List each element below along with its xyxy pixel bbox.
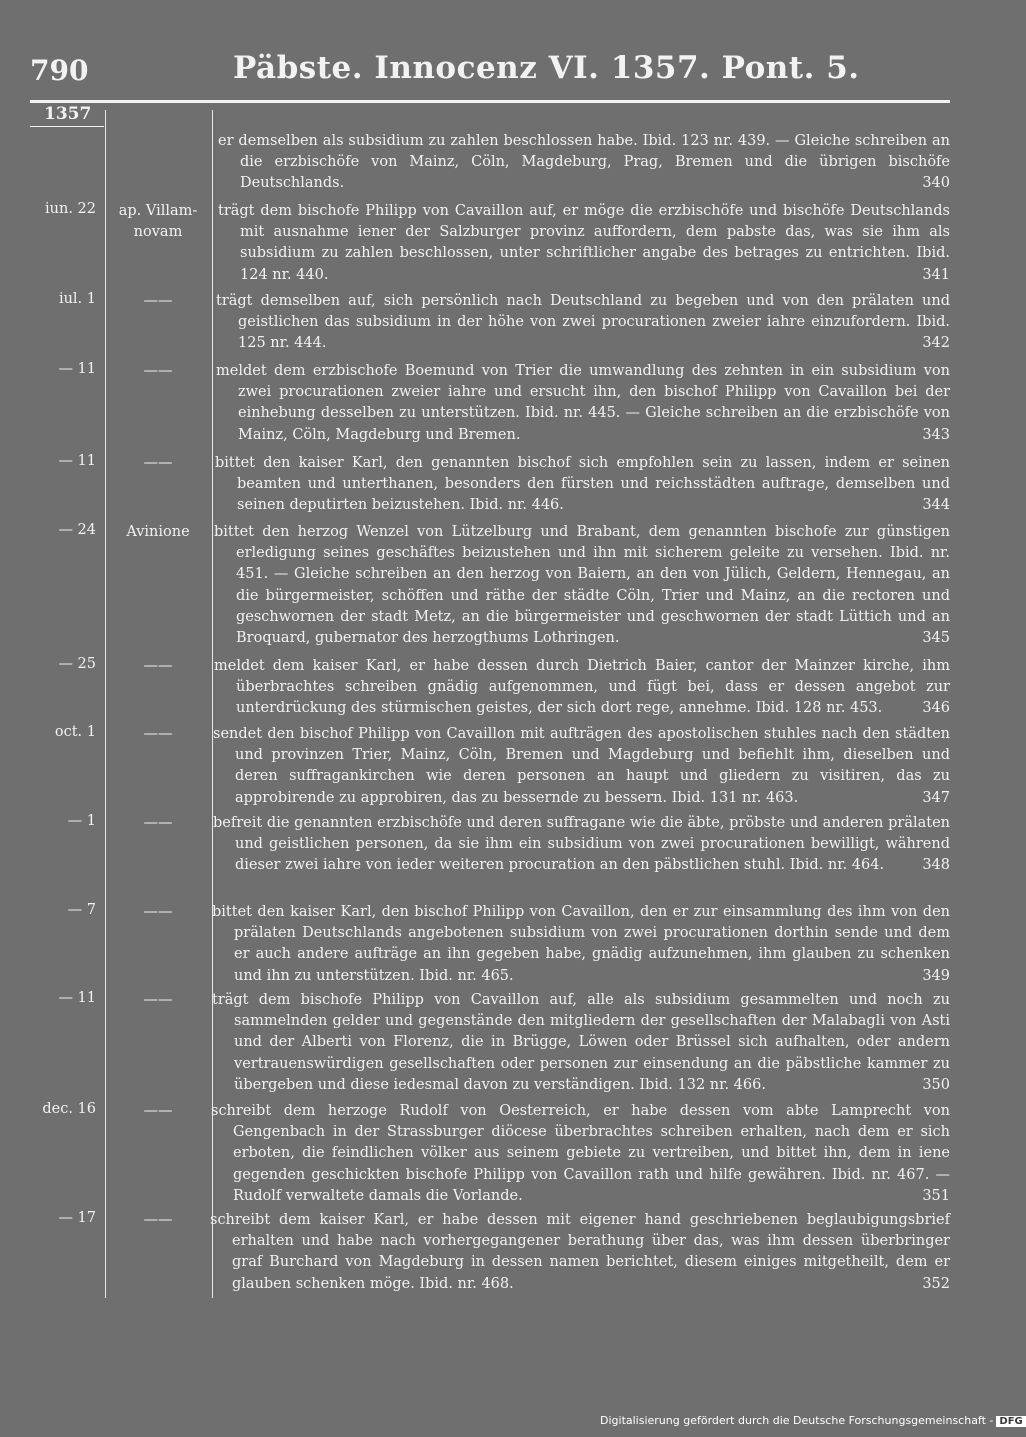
entry-date: — 24	[58, 522, 96, 538]
entry-text-block	[215, 453, 950, 517]
entry-date: — 11	[58, 453, 96, 469]
entry-text: trägt demselben auf, sich persönlich nach Deutschland zu begeben und von den prälaten und geistlichen das subsidium in der höhe von zwei procurationen zweier iahre einzufordern. Ibid. 125 nr. 444.	[216, 293, 950, 352]
entry-date: oct. 1	[54, 724, 96, 740]
entry-text-block	[216, 361, 950, 446]
entry-place: ——	[143, 1103, 173, 1119]
footer-text: Digitalisierung gefördert durch die Deutsche Forschungsgemeinschaft -	[600, 1414, 994, 1427]
entry-number: 346	[922, 700, 950, 717]
header-rule	[30, 100, 950, 103]
entry-text-block	[218, 201, 950, 286]
entry-place: Avinione	[126, 524, 190, 540]
entry-text-block	[211, 1101, 950, 1207]
entry-text: befreit die genannten erzbischöfe und deren suffragane wie die äbte, pröbste und anderen prälaten und geistlichen personen, da sie ihm ein subsidium von zwei procurationen bewilligt, während dieser zwei iahre von ieder weiteren procuration an den päbstlichen stuhl. Ibid. nr. 464.	[213, 815, 950, 874]
entry-number: 349	[922, 967, 950, 984]
entry-place: ——	[143, 992, 173, 1008]
entry-place: ——	[143, 1212, 173, 1228]
entry-place: ——	[143, 455, 173, 471]
entry-text: er demselben als subsidium zu zahlen beschlossen habe. Ibid. 123 nr. 439. — Gleiche schreiben an die erzbischöfe von Mainz, Cöln, Magdeburg, Prag, Bremen und die übrigen bischöfe Deutschlands.	[218, 133, 950, 192]
column-divider-left	[105, 110, 106, 1298]
entry-text-block	[210, 1210, 950, 1295]
entry-text: schreibt dem kaiser Karl, er habe dessen mit eigener hand geschriebenen beglaubigungsbrief erhalten und habe nach vorhergegangener berathung über das, was ihm dessen überbringer graf Burchard von Magdeburg in dessen namen berichtet, diesem einiges mitgetheilt, dem er glauben schenken möge. Ibid. nr. 468.	[210, 1212, 950, 1292]
entry-text: bittet den herzog Wenzel von Lützelburg und Brabant, dem genannten bischofe zur günstigen erledigung seines geschäftes beizustehen und ihn mit sicherem geleite zu versehen. Ibid. nr. 451. — Gleiche schreiben an den herzog von Baiern, an den von Jülich, Geldern, Hennegau, an die bürgermeister, schöffen und räthe der städte Cöln, Trier und Mainz, an die rectoren und geschwornen der stadt Metz, an die bürgermeister und geschwornen der stadt Lüttich und an Broquard, gubernator des herzogthums Lothringen.	[214, 524, 950, 647]
entry-place: ap. Villam-novam	[118, 203, 198, 241]
entry-text-block	[214, 522, 950, 649]
entry-text-block	[213, 813, 950, 877]
entry-place: ——	[143, 293, 173, 309]
entry-place: ——	[143, 815, 173, 831]
entry-number: 341	[922, 266, 950, 283]
entry-place: ——	[143, 658, 173, 674]
entry-text: trägt dem bischofe Philipp von Cavaillon auf, alle als subsidium gesammelten und noch zu sammelnden gelder und gegenstände den mitgliedern der gesellschaften der Malabagli von Asti und der Alberti von Florenz, die in Brügge, Löwen oder Brüssel sich aufhalten, oder andern vertrauenswürdigen gesellschaften oder personen zur einsendung an die päbstliche kammer zu übergeben und diese iedesmal davon zu verständigen. Ibid. 132 nr. 466.	[212, 992, 950, 1093]
entry-text-block	[216, 291, 950, 355]
page-header	[0, 50, 1000, 96]
entry-number: 351	[922, 1187, 950, 1204]
entry-text-block	[214, 656, 950, 720]
entry-place: ——	[143, 363, 173, 379]
entry-number: 343	[922, 426, 950, 443]
footer-credit	[600, 1414, 1026, 1427]
entry-number: 347	[922, 789, 950, 806]
entry-date: — 7	[67, 902, 96, 918]
page-title: Päbste. Innocenz VI. 1357. Pont. 5.	[233, 50, 860, 86]
entry-place: ——	[143, 904, 173, 920]
entry-date: — 1	[67, 813, 96, 829]
entry-number: 345	[922, 630, 950, 647]
entry-number: 350	[922, 1076, 950, 1093]
entry-text-block	[212, 990, 950, 1096]
entry-date: iul. 1	[58, 291, 96, 307]
dfg-logo: DFG	[996, 1416, 1025, 1427]
entry-text: trägt dem bischofe Philipp von Cavaillon auf, er möge die erzbischöfe und bischöfe Deutschlands mit ausnahme iener der Salzburger provinz auffordern, dem pabste das, was sie ihm als subsidium zu zahlen beschlossen, unter schriftlicher angabe des betrages zu entrichten. Ibid. 124 nr. 440.	[218, 203, 950, 283]
page-number: 790	[30, 54, 89, 87]
entry-text-block	[213, 724, 950, 809]
entry-date: iun. 22	[45, 201, 96, 217]
entry-number: 344	[922, 497, 950, 514]
entry-text-block	[218, 131, 950, 195]
entry-number: 348	[922, 857, 950, 874]
entry-date: — 11	[58, 990, 96, 1006]
entry-date: — 25	[58, 656, 96, 672]
entry-text-block	[212, 902, 950, 987]
entry-text: meldet dem erzbischofe Boemund von Trier die umwandlung des zehnten in ein subsidium von zwei procurationen zweier iahre und ersucht ihn, den bischof Philipp von Cavaillon bei der einhebung desselben zu unterstützen. Ibid. nr. 445. — Gleiche schreiben an die erzbischöfe von Mainz, Cöln, Magdeburg und Bremen.	[216, 363, 950, 443]
entry-number: 342	[922, 335, 950, 352]
entry-text: meldet dem kaiser Karl, er habe dessen durch Dietrich Baier, cantor der Mainzer kirche, ihm überbrachtes schreiben gnädig aufgenommen, und fügt bei, dass er dessen angebot zur unterdrückung des stürmischen geistes, der sich dort rege, annehme. Ibid. 128 nr. 453.	[214, 658, 950, 717]
entry-date: — 17	[58, 1210, 96, 1226]
entry-date: — 11	[58, 361, 96, 377]
entry-text: sendet den bischof Philipp von Cavaillon mit aufträgen des apostolischen stuhles nach den städten und provinzen Trier, Mainz, Cöln, Bremen und Magdeburg und befiehlt ihm, dieselben und deren suffragankirchen wie deren personen an haupt und gliedern zu visitiren, das zu approbirende zu approbiren, das zu bessernde zu bessern. Ibid. 131 nr. 463.	[213, 726, 950, 806]
entry-date: dec. 16	[42, 1101, 96, 1117]
entry-number: 352	[922, 1275, 950, 1292]
year-underline	[30, 126, 104, 127]
entry-text: bittet den kaiser Karl, den bischof Philipp von Cavaillon, den er zur einsammlung des ihm von den prälaten Deutschlands angebotenen subsidium von zwei procurationen dorthin sende und dem er auch andere aufträge an ihn gegeben habe, gnädig aufzunehmen, ihm glauben zu schenken und ihn zu unterstützen. Ibid. nr. 465.	[212, 904, 950, 984]
entry-text: schreibt dem herzoge Rudolf von Oesterreich, er habe dessen vom abte Lamprecht von Gengenbach in der Strassburger diöcese überbrachtes schreiben erhalten, nach dem er sich erboten, die feindlichen völker aus seinem gebiete zu vertreiben, und bittet ihn, dem in iene gegenden geschickten bischofe Philipp von Cavaillon rath und hilfe gewähren. Ibid. nr. 467. — Rudolf verwaltete damals die Vorlande.	[211, 1103, 950, 1204]
entry-text: bittet den kaiser Karl, den genannten bischof sich empfohlen sein zu lassen, indem er seinen beamten und unterthanen, besonders den fürsten und reichsstädten auftrage, demselben und seinen deputirten beizustehen. Ibid. nr. 446.	[215, 455, 950, 514]
entry-place: ——	[143, 726, 173, 742]
year-label: 1357	[44, 104, 92, 124]
entry-number: 340	[922, 175, 950, 192]
